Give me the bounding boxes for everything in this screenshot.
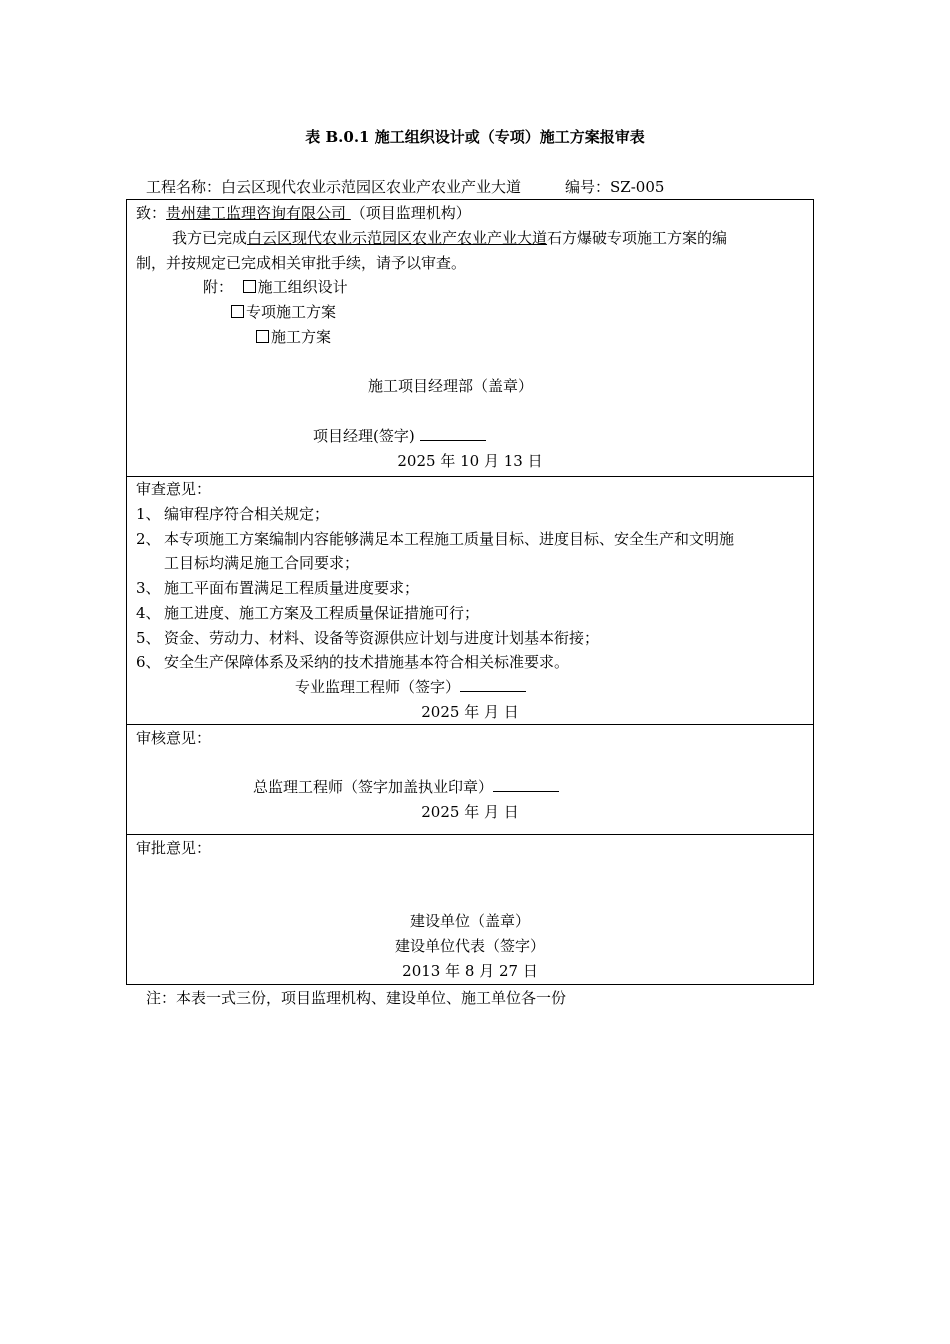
review-item-4: 4、 施工进度、施工方案及工程质量保证措施可行； <box>136 604 480 622</box>
project-name: 工程名称：白云区现代农业示范园区农业产农业产业大道 <box>146 178 522 196</box>
review-date: 2025 年 月 日 <box>421 703 519 721</box>
owner-stamp: 建设单位（盖章） <box>409 912 530 930</box>
attachment-item-1: 附： 施工组织设计 <box>203 278 348 296</box>
form-title: 表 B.0.1 施工组织设计或（专项）施工方案报审表 <box>305 128 645 146</box>
review-item-1: 1、 编审程序符合相关规定； <box>136 505 330 523</box>
review-item-2: 2、 本专项施工方案编制内容能够满足本工程施工质量目标、进度目标、安全生产和文明施 <box>136 530 735 548</box>
checkbox-special-plan[interactable] <box>231 305 244 318</box>
contractor-stamp: 施工项目经理部（盖章） <box>368 377 534 395</box>
review-form <box>126 199 814 985</box>
form-code: 编号：SZ-005 <box>565 178 665 196</box>
attachment-item-2: 专项施工方案 <box>231 302 336 322</box>
engineer-signature-blank[interactable] <box>460 677 526 692</box>
approval-label: 审批意见： <box>136 839 212 857</box>
chief-signature-line: 总监理工程师（签字加盖执业印章） <box>253 777 559 797</box>
review-label: 审查意见： <box>136 480 212 498</box>
body-line-1: 我方已完成白云区现代农业示范园区农业产农业产业大道石方爆破专项施工方案的编 <box>172 229 728 247</box>
submission-date: 2025 年 10 月 13 日 <box>397 452 543 470</box>
approval-section <box>127 835 813 984</box>
review-item-3: 3、 施工平面布置满足工程质量进度要求； <box>136 579 420 597</box>
audit-label: 审核意见： <box>136 729 212 747</box>
engineer-signature-line: 专业监理工程师（签字） <box>295 677 526 697</box>
recipient-prefix: 致： <box>136 204 167 222</box>
pm-signature-blank[interactable] <box>420 426 486 441</box>
recipient-line <box>136 203 471 223</box>
attachment-label: 附： <box>203 278 234 296</box>
recipient-suffix: （项目监理机构） <box>350 204 471 222</box>
form-header <box>146 176 664 197</box>
checkbox-construction-plan[interactable] <box>256 330 269 343</box>
checkbox-construction-design[interactable] <box>243 280 256 293</box>
chief-signature-blank[interactable] <box>493 777 559 792</box>
audit-section <box>127 725 813 835</box>
body-line-2: 制，并按规定已完成相关审批手续，请予以审查。 <box>136 254 467 272</box>
attachment-item-3: 施工方案 <box>256 327 331 347</box>
approval-date: 2013 年 8 月 27 日 <box>402 962 538 980</box>
footnote: 注：本表一式三份，项目监理机构、建设单位、施工单位各一份 <box>146 989 567 1007</box>
review-section <box>127 477 813 725</box>
body-project-name: 白云区现代农业示范园区农业产农业产业大道 <box>247 229 548 247</box>
review-item-6: 6、 安全生产保障体系及采纳的技术措施基本符合相关标准要求。 <box>136 653 570 671</box>
audit-date: 2025 年 月 日 <box>421 803 519 821</box>
recipient-org: 贵州建工监理咨询有限公司 <box>166 204 351 222</box>
review-item-5: 5、 资金、劳动力、材料、设备等资源供应计划与进度计划基本衔接； <box>136 629 600 647</box>
owner-rep-signature: 建设单位代表（签字） <box>394 937 545 955</box>
pm-signature-line: 项目经理(签字) <box>313 426 486 446</box>
submission-section <box>127 200 813 477</box>
review-item-2-cont: 工目标均满足施工合同要求； <box>164 554 360 572</box>
